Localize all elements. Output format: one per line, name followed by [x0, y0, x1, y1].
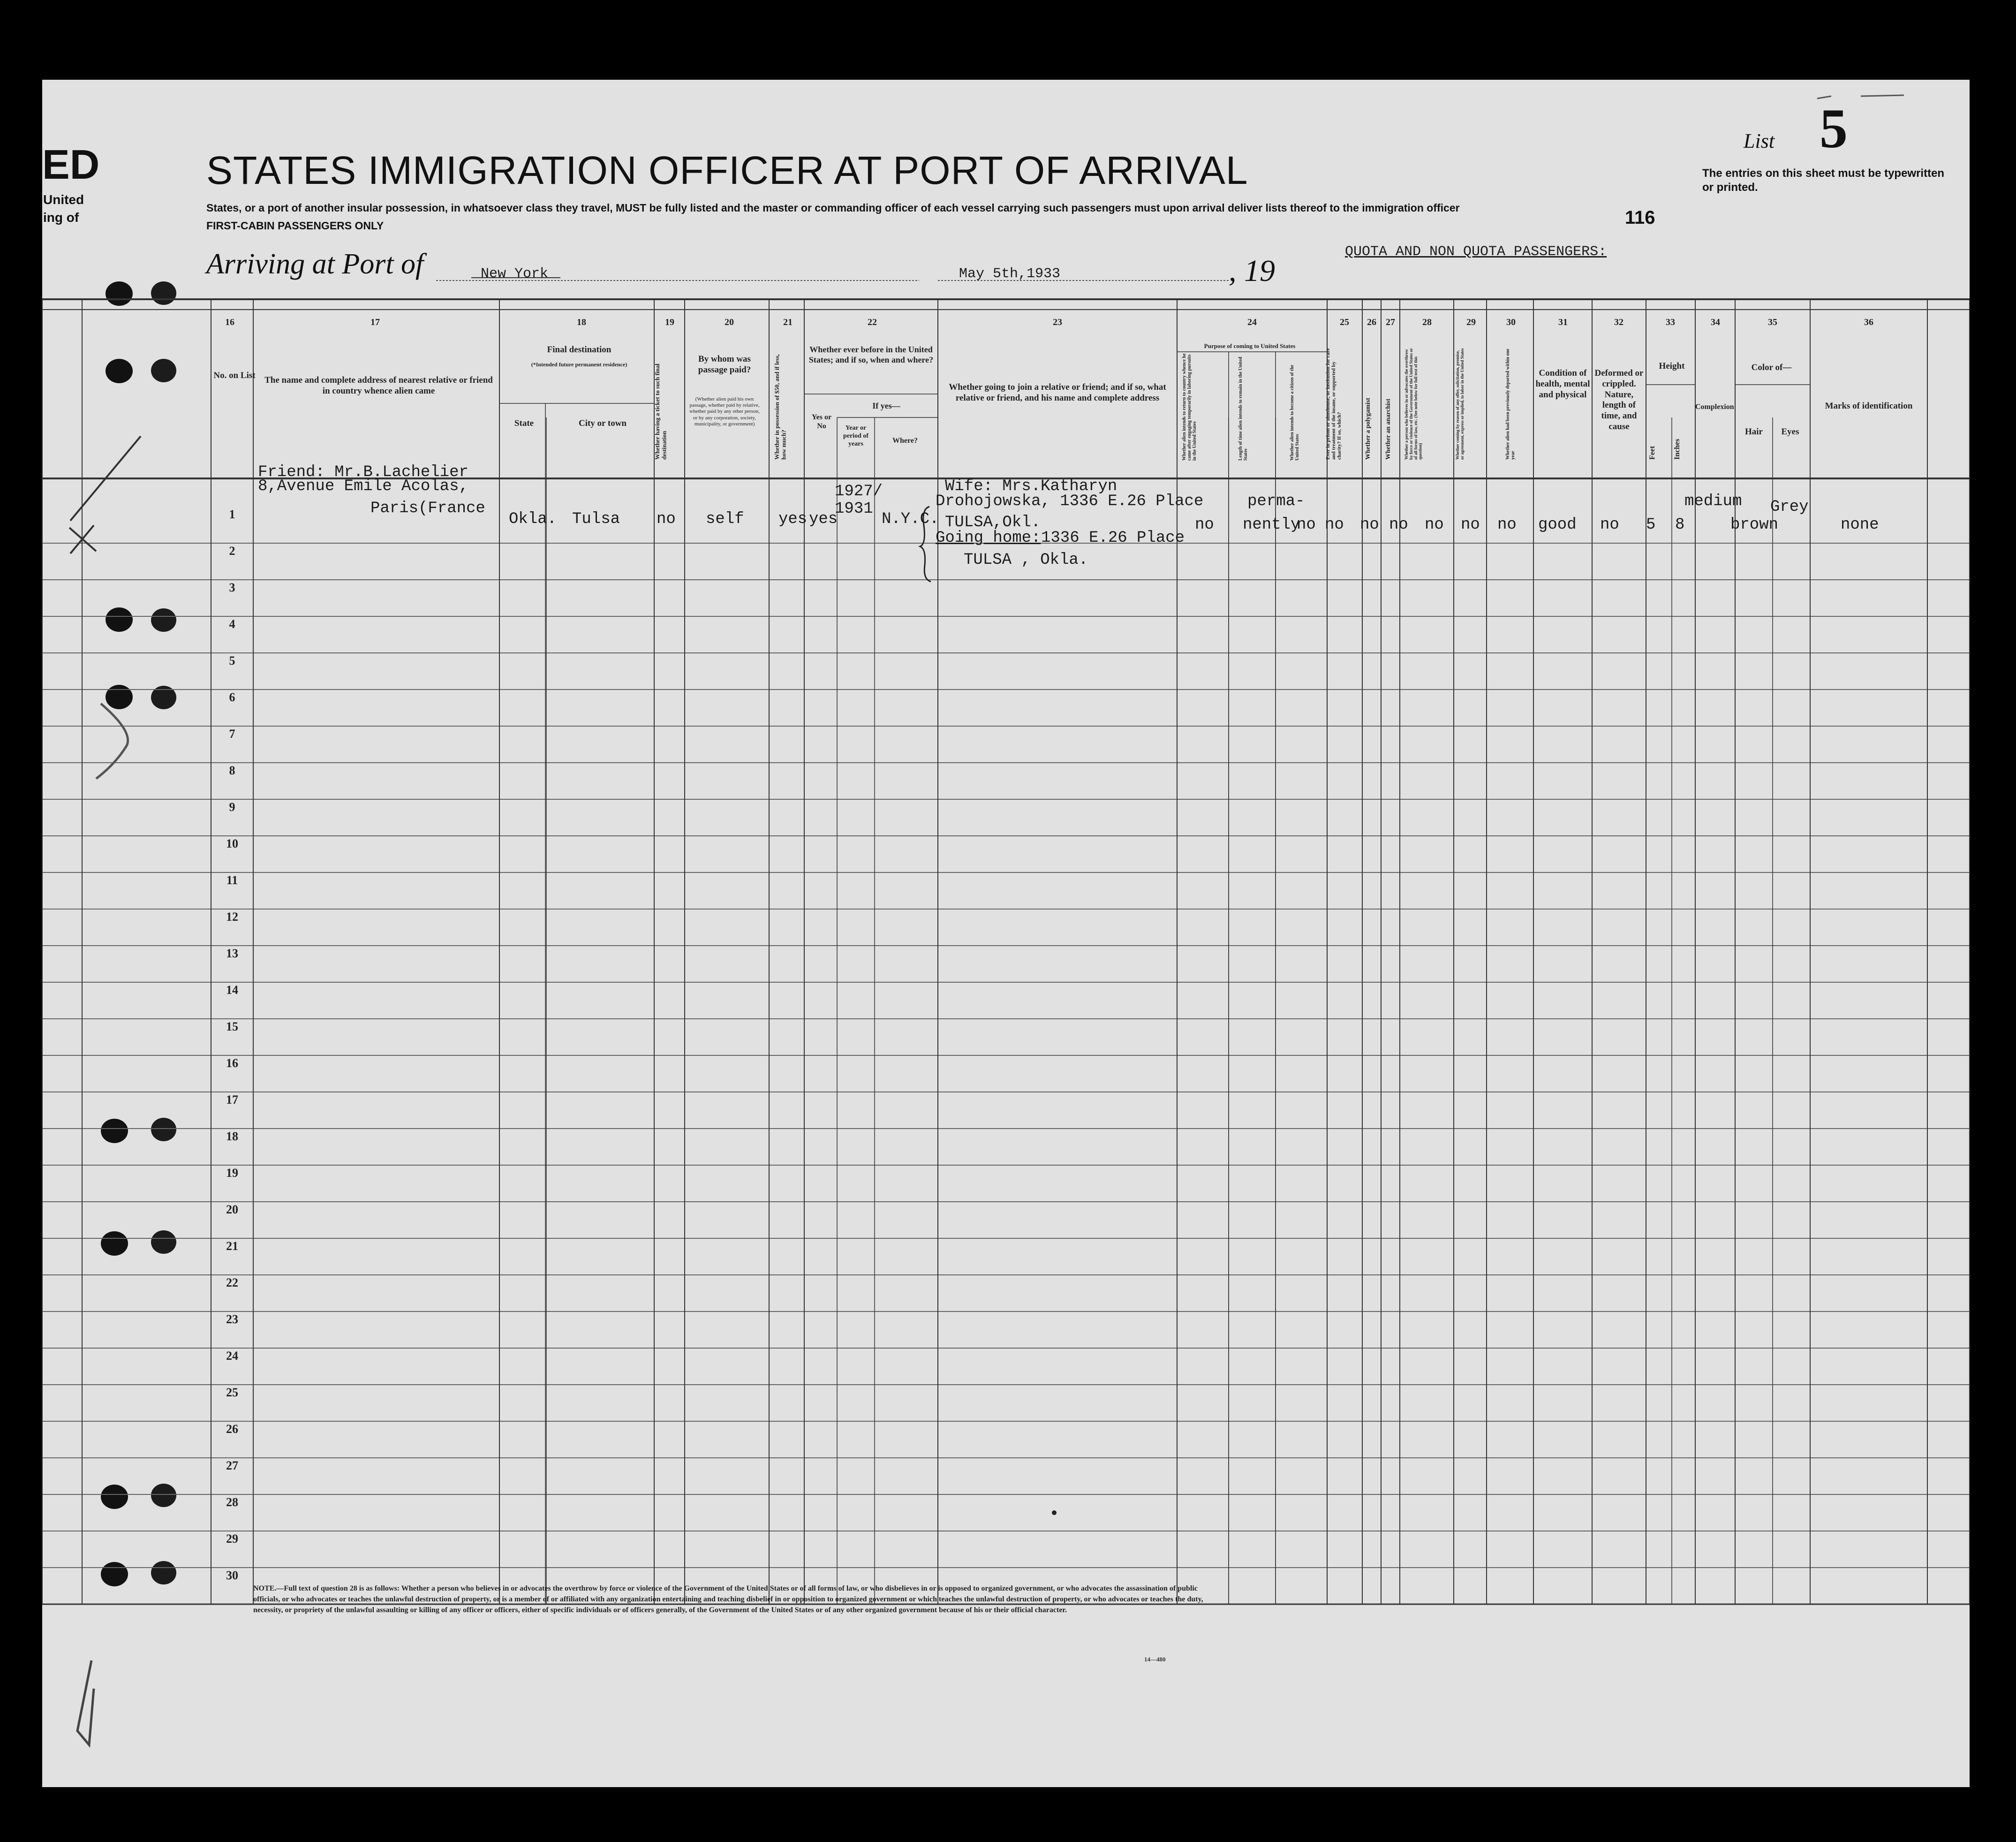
column-number: 19	[665, 317, 674, 327]
row-number: 6	[229, 690, 235, 704]
entry-eyes: Grey	[1770, 498, 1809, 516]
row-number: 21	[226, 1239, 238, 1253]
form-number: 14—480	[1144, 1656, 1166, 1663]
row-number: 25	[226, 1386, 238, 1399]
header-labor-offer: Whether coming by reason of any offer, solicitation, promise, or agreement, express or implied, to labor in the United States	[1455, 348, 1465, 460]
edge-fragment-2: United	[43, 192, 84, 207]
entry-years: 1927/ 1931	[835, 483, 883, 518]
year-prefix: , 19	[1229, 254, 1275, 288]
header-overthrow: Whether a person who believes in or advocates the overthrow by force or violence of the Government of the United States or of all forms of law, etc. (See note below for full text of this question)	[1404, 348, 1423, 460]
header-state: State	[514, 418, 534, 428]
row-number: 10	[226, 837, 238, 850]
row-number: 5	[229, 654, 235, 667]
row-number: 14	[226, 983, 238, 997]
row-number: 28	[226, 1495, 238, 1509]
column-number: 32	[1614, 317, 1623, 327]
join-line-2: Drohojowska, 1336 E.26 Place	[936, 493, 1204, 510]
entry-complexion: medium	[1684, 493, 1742, 510]
header-return-intent: Whether alien intends to return to country whence he came after engaging temporarily in laboring pursuits in the United States	[1182, 353, 1197, 461]
row-number: 12	[226, 910, 238, 924]
page-title: STATES IMMIGRATION OFFICER AT PORT OF ARRIVAL	[206, 148, 1248, 192]
join-line-1: Wife: Mrs.Katharyn	[945, 478, 1117, 495]
row-number: 2	[229, 544, 235, 558]
header-yes-no: Yes or No	[811, 413, 832, 431]
relative-line-1: Friend: Mr.B.Lachelier	[258, 463, 468, 481]
entry-before-in-us: yes	[809, 510, 838, 528]
entry-state: Okla.	[509, 510, 557, 528]
join-line-4a: Going home:	[936, 529, 1041, 547]
header-year-period: Year or period of years	[843, 424, 869, 447]
header-marks: Marks of identification	[1825, 401, 1913, 411]
quota-label: QUOTA AND NON QUOTA PASSENGERS:	[1345, 244, 1607, 260]
column-number: 28	[1422, 317, 1432, 327]
header-purpose: Purpose of coming to United States	[1204, 342, 1296, 349]
header-prison: Ever in prison or almshouse, or institution for care and treatment of the insane, or supported by charity? If so, which?	[1325, 348, 1343, 460]
entry-labor-offer: no	[1461, 516, 1480, 534]
row-number: 20	[226, 1203, 238, 1216]
column-number: 31	[1558, 317, 1568, 327]
header-citizen-intent: Whether alien intends to become a citizen of the United States	[1290, 364, 1300, 461]
entry-deformed: no	[1600, 516, 1619, 534]
row-number: 16	[226, 1056, 238, 1070]
relative-line-2: 8,Avenue Emile Acolas,	[258, 478, 468, 495]
row-number: 8	[229, 764, 235, 777]
entry-anarchist: no	[1389, 516, 1408, 534]
entry-stay-2: nently	[1243, 516, 1300, 534]
header-eyes: Eyes	[1781, 427, 1799, 437]
footer-note: NOTE.—Full text of question 28 is as follows: Whether a person who believes in or advocates the overthrow by force or violence of the Government of the United States or of all forms of law, or who disbelieves in or is opposed to organized government, or who advocates the assassination of public officials, or who advocates or teaches the unlawful destruction of property, or is a member of or affiliated with any organization entertaining and teaching disbelief in or opposition to organized government or which teaches the unlawful destruction of property, or who advocates or teaches the duty, necessity, or propriety of the unlawful assaulting or killing of any officer or officers, either of specific individuals or of officers generally, of the Government of the United States or of any other organized government because of his or their official character.	[253, 1584, 1203, 1615]
row-number: 22	[226, 1276, 238, 1289]
arriving-label: Arriving at Port of	[206, 248, 424, 280]
entry-stay-1: perma-	[1247, 493, 1305, 510]
column-number: 22	[868, 317, 877, 327]
column-number: 36	[1864, 317, 1873, 327]
header-polygamist: Whether a polygamist	[1365, 398, 1372, 460]
row-number: 9	[229, 800, 235, 814]
entry-overthrow: no	[1425, 516, 1444, 534]
header-relative-address: The name and complete address of nearest relative or friend in country whence alien came	[264, 375, 493, 396]
column-number: 27	[1386, 317, 1395, 327]
entry-where: N.Y.C.	[882, 510, 939, 528]
cabin-class: FIRST-CABIN PASSENGERS ONLY	[206, 220, 384, 232]
header-feet: Feet	[1648, 446, 1656, 460]
instructions-line: States, or a port of another insular possession, in whatsoever class they travel, MUST be fully listed and the master or commanding officer of each vessel carrying such passengers must upon arrival deliver lists thereof to the immigration officer	[206, 202, 1460, 214]
row-number: 1	[229, 508, 235, 521]
header-color-of: Color of—	[1751, 363, 1792, 372]
row-number: 15	[226, 1020, 238, 1033]
header-deported: Whether alien had been previously deported within one year	[1505, 349, 1516, 460]
column-number: 30	[1506, 317, 1516, 327]
row-number: 18	[226, 1129, 238, 1143]
arrival-date: May 5th,1933	[959, 266, 1061, 282]
row-number: 26	[226, 1422, 238, 1436]
header-deformed: Deformed or crippled. Nature, length of time, and cause	[1594, 368, 1644, 432]
row-number: 30	[226, 1569, 238, 1582]
header-city: City or town	[578, 418, 627, 428]
port-name: New York	[481, 266, 549, 282]
header-if-yes: If yes—	[872, 401, 900, 410]
relative-line-3: Paris(France	[370, 500, 485, 517]
row-number: 23	[226, 1312, 238, 1326]
entry-polygamist: no	[1360, 516, 1379, 534]
entry-city: Tulsa	[572, 510, 620, 528]
row-number: 19	[226, 1166, 238, 1180]
header-before-in-us: Whether ever before in the United States; and if so, when and where?	[808, 345, 934, 364]
row-number: 13	[226, 947, 238, 960]
row-number: 27	[226, 1459, 238, 1472]
column-number: 24	[1247, 317, 1257, 327]
column-number: 18	[577, 317, 586, 327]
header-paid-by: By whom was passage paid?	[698, 354, 751, 375]
row-number: 7	[229, 727, 235, 741]
column-number: 34	[1711, 317, 1720, 327]
edge-fragment-1: ED	[42, 141, 100, 188]
entry-inches: 8	[1675, 516, 1685, 534]
entry-return-intent: no	[1195, 516, 1214, 534]
header-paid-by-note: (Whether alien paid his own passage, whether paid by relative, whether paid by any other person, or by any corporation, society, municipality, or government)	[689, 396, 760, 427]
list-number: 5	[1820, 97, 1848, 159]
column-number: 21	[783, 317, 793, 327]
header-height: Height	[1659, 361, 1685, 371]
row-number: 29	[226, 1532, 238, 1546]
header-fifty-dollars: Whether in possession of $50, and if less, how much?	[773, 354, 787, 460]
header-final-destination: Final destination	[547, 345, 612, 355]
header-hair: Hair	[1745, 427, 1763, 437]
column-number: 16	[225, 317, 234, 327]
row-number: 24	[226, 1349, 238, 1363]
column-number: 23	[1053, 317, 1062, 327]
entry-citizen: no	[1297, 516, 1316, 534]
entry-prison: no	[1325, 516, 1344, 534]
header-final-destination-note: (*Intended future permanent residence)	[531, 361, 627, 368]
entry-fifty-dollars: yes	[778, 510, 808, 528]
row-number: 4	[229, 617, 235, 631]
header-length-of-stay: Length of time alien intends to remain in the United States	[1238, 356, 1248, 461]
row-number: 3	[229, 581, 235, 594]
join-line-4b: 1336 E.26 Place	[1041, 529, 1185, 547]
header-health: Condition of health, mental and physical	[1535, 368, 1590, 400]
row-number: 17	[226, 1093, 238, 1107]
column-number: 17	[370, 317, 380, 327]
typewritten-notice: The entries on this sheet must be typewritten or printed.	[1702, 167, 1945, 194]
header-join-relative: Whether going to join a relative or friend; and if so, what relative or friend, and his name and complete address	[949, 382, 1166, 403]
entry-ticket: no	[657, 510, 676, 528]
row-number: 11	[226, 873, 238, 887]
join-line-3: TULSA,Okl.	[945, 514, 1041, 531]
column-number: 29	[1466, 317, 1476, 327]
entry-deported: no	[1497, 516, 1517, 534]
header-inches: Inches	[1673, 439, 1681, 460]
column-number: 25	[1340, 317, 1349, 327]
header-no-on-list: No. on List	[213, 371, 256, 380]
header-complexion: Complexion	[1695, 403, 1734, 411]
header-where: Where?	[892, 437, 918, 445]
officer-number: 116	[1625, 207, 1655, 228]
header-anarchist: Whether an anarchist	[1385, 398, 1392, 460]
entry-paid-by: self	[706, 510, 744, 528]
entry-marks: none	[1841, 516, 1879, 534]
column-number: 35	[1768, 317, 1777, 327]
list-label: List	[1744, 129, 1775, 152]
entry-feet: 5	[1646, 516, 1656, 534]
column-number: 33	[1666, 317, 1675, 327]
entry-hair: brown	[1730, 516, 1779, 534]
entry-health: good	[1538, 516, 1577, 534]
header-ticket: Whether having a ticket to such final destination	[654, 364, 668, 460]
edge-fragment-3: ing of	[43, 210, 79, 225]
column-number: 26	[1367, 317, 1376, 327]
join-line-5: TULSA , Okla.	[964, 551, 1088, 569]
column-number: 20	[725, 317, 734, 327]
